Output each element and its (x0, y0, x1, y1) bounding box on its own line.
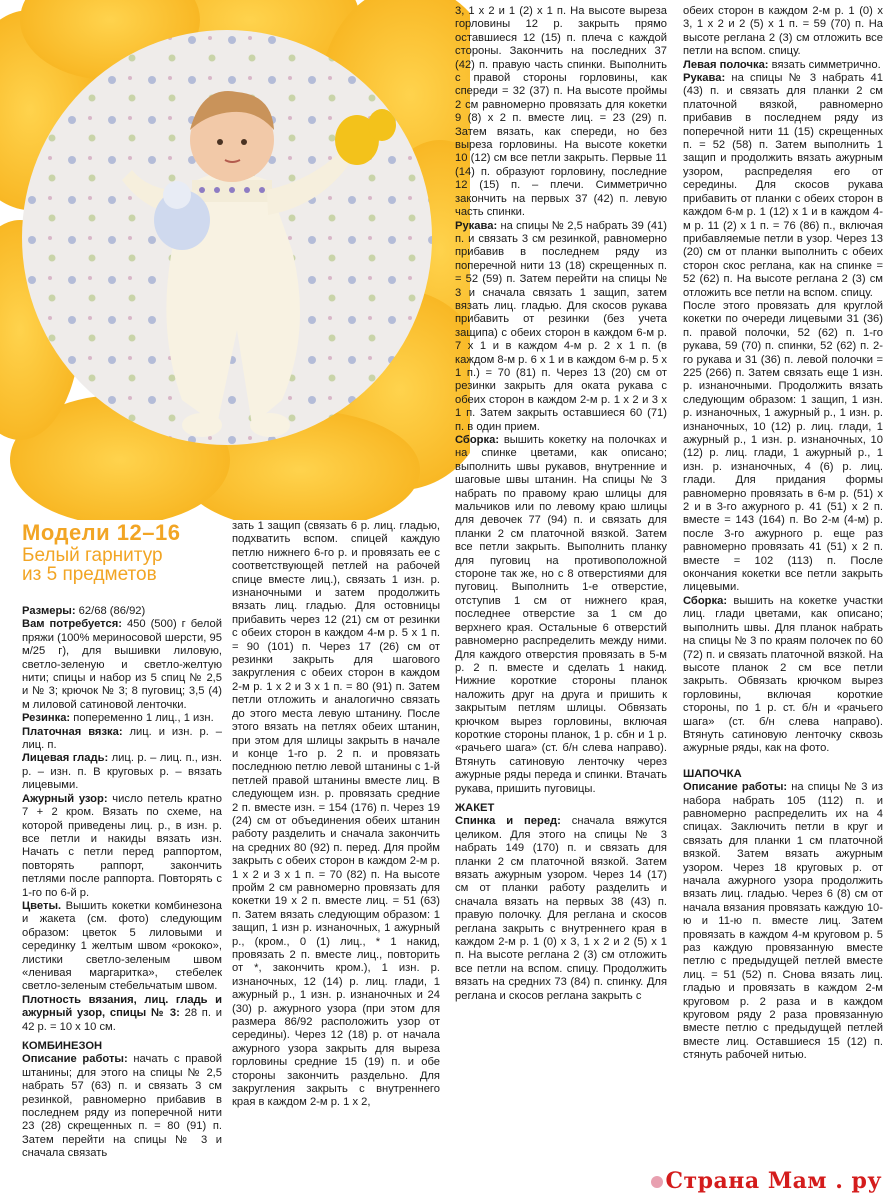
para-left-front: Левая полочка: вязать симметрично. (683, 58, 881, 71)
model-subtitle (22, 546, 163, 584)
para-jacket-sleeves: Рукава: на спицы № 3 набрать 41 (43) п. и связать для планки 2 см платочной вязкой, равномерно прибавив в последнем ряду из поперечной нити 11 (15) скрещенных п. = 52 (58) п. Затем выполнить 1 защип и продолжить вязать ажурным узором, распределяя его от середины. Для скосов рукава прибавить от планки с обеих сторон в каждом 6-м р. 1 (12) х 1 и в каждом 4-м р. 11 (2) х 1 п. = 76 (86) п., включая прибавляемые петли в узор. Через 13 (20) см от планки выполнить с обеих сторон скос реглана, как на спинке = 52 (62) п. На высоте реглана 2 (3) см отложить все петли на вспом. спицу. (683, 72, 883, 299)
para-col4-intro: обеих сторон в каждом 2-м р. 1 (0) х 3, 1 х 2 и 2 (5) х 1 п. = 59 (70) п. На высоте реглана 2 (3) см отложить все петли на вспом. спицу. (683, 5, 883, 58)
column-1 (22, 605, 222, 1200)
model-subtitle-line1: Белый гарнитур (22, 545, 163, 566)
para-flowers: Цветы. Вышить кокетки комбинезона и жакета (см. фото) следующим образом: цветок 5 лиловыми и серединку 1 желтым швом «рококо», листики светло-зеленым швом «ленивая маргаритка», стебелек светло-зеленым стебельчатым швом. (22, 899, 222, 993)
para-gauge: Плотность вязания, лиц. гладь и ажурный узор, спицы № 3: 28 п. и 42 р. = 10 х 10 см. (22, 993, 222, 1033)
model-title: Модели 12–16 (22, 520, 181, 545)
para-sleeves: Рукава: на спицы № 2,5 набрать 39 (41) п. и связать 3 см резинкой, равномерно прибавив в последнем ряду из поперечной нити 13 (18) скрещенных п. = 52 (59) п. Затем перейти на спицы № 3 и сначала связать 1 защип, затем вязать лиц. гладью. Для скосов рукава прибавить от резинки (без учета защипа) с обеих сторон в каждом 6-м р. 7 х 1 и в каждом 4-м р. 2 х 1 п. (в каждом 8-м р. 6 х 1 и в каждом 6-м р. 5 х 1 п.) = 70 (81) п. Через 13 (20) см от резинки закрыть для оката рукава с обеих сторон в каждом 2-м р. 1 х 2 и 3 х 1 п. Затем закрыть оставшиеся 60 (71) п. в один прием. (455, 219, 667, 433)
ball-icon (651, 1176, 663, 1188)
watermark: Страна Мам . ру (651, 1168, 882, 1194)
column-3 (455, 5, 667, 1200)
para-hat: Описание работы: на спицы № 3 из набора набрать 105 (112) п. и равномерно распределить их на 4 спицах. Заключить петли в круг и связать для планки 1 см платочной вязкой. Затем вязать ажурным узором. Через 18 круговых р. от начала ажурного узора продолжить вязать лиц. гладью. Через 6 (8) см от начала вязания провязать каждую 10-ю и 11-ю п. вместе лиц. Затем провязать в каждом 4-м круговом р. 5 раз каждую провязанную вместе петлю с предыдущей петлей вместе лиц. = 51 (52) п. Снова вязать лиц. гладью и провязать в каждом 2-м круговом р. 2 раза и в каждом круговом ряду 2 раза провязанную вместе петлю с предыдущей петлей вместе лиц. Оставшиеся 15 (12) п. стянуть рабочей нитью. (683, 781, 883, 1062)
para-materials: Вам потребуется: 450 (500) г белой пряжи (100% мериносовой шерсти, 95 м/25 г), для вышивки лиловую, светло-зеленую и светло-желтую нити; спицы и набор из 5 спиц № 2,5 и № 3; крючок № 3; 8 пуговиц; 3,5 (4) м лиловой сатиновой ленточки. (22, 618, 222, 711)
para-col3-top: 3, 1 х 2 и 1 (2) х 1 п. На высоте выреза горловины 12 р. закрыть прямо оставшиеся 12 (15) п. плеча с каждой стороны. Закончить на последних 37 (42) п. правую часть спинки. Выполнить с правой стороны горловины, как спереди = 32 (37) п. На высоте проймы 2 см равномерно провязать для кокетки 9 (8) х 2 п. вместе лиц. = 23 (29) п. Затем вязать, как спереди, но без выреза горловины. На высоте кокетки 10 (12) см все петли закрыть. Первые 11 (14) п. образуют горловину, последние 12 (15) п. – плечи. Симметрично закончить на первых 37 (42) п. левую часть спинки. (455, 5, 667, 219)
section-heading-jumpsuit: КОМБИНЕЗОН (22, 1040, 103, 1052)
section-heading-hat: ШАПОЧКА (683, 767, 742, 780)
baby-photo (22, 30, 432, 445)
baby-photo-illustration (22, 30, 432, 445)
model-subtitle-line2: из 5 предметов (22, 564, 157, 585)
para-jacket: Спинка и перед: сначала вяжутся целиком. Для этого на спицы № 3 набрать 149 (170) п. и связать для планки 2 см платочной вязкой. Затем вязать ажурным узором. Через 14 (17) см от планки работу разделить и сначала вязать на первых 38 (43) п. правую полочку. Для реглана и скосов реглана закрыть с внутреннего края в каждом 2-м р. 1 (0) х 3, 1 х 2 и 2 (5) х 1 п. На высоте реглана 2 (3) см отложить все петли на вспом. спицу. Продолжить вязать на средних 73 (84) п. спинку. Для реглана и скосов реглана закрыть с (455, 815, 667, 1002)
para-lace: Ажурный узор: число петель кратно 7 + 2 кром. Вязать по схеме, на которой приведены лиц. р., в изн. р. все петли и накиды вязать изн. Начать с петли перед раппортом, повторять раппорт, закончить петлями после раппорта. Повторять с 1-го по 6-й р. (22, 792, 222, 899)
para-jacket-assembly: Сборка: вышить на кокетке участки лиц. глади цветами, как описано; выполнить швы. Для планок набрать на спицы № 3 по краям полочек по 60 (72) п. и связать платочной вязкой. На высоте планок 2 см все петли закрыть. Обвязать крючком вырез горловины, включая короткие стороны, по 1 р. ст. б/н и «рачьего шага» (ст. б/н слева направо). Втянуть сатиновую ленточку сквозь ажурные ряды, как на фото. (683, 594, 883, 755)
para-rib: Резинка: попеременно 1 лиц., 1 изн. (22, 712, 214, 725)
para-sizes: Размеры: 62/68 (86/92) (22, 605, 146, 617)
para-stockinette: Лицевая гладь: лиц. р. – лиц. п., изн. р. – изн. п. В круговых р. – вязать лицевыми. (22, 752, 222, 792)
para-assembly: Сборка: вышить кокетку на полочках и на спинке цветами, как описано; выполнить швы рукавов, внутренние и шаговые швы штанин. На спицы № 3 набрать по правому краю шлицы для мальчиков или по левому краю шлицы для девочек 77 (94) п. и связать для планки 2 см платочной вязкой. Затем все петли закрыть. Выполнить планку для пуговиц на противоположной стороне так же, но с 8 отверстиями для пуговиц. Выполнить 1-е отверстие, отступив 1 см от нижнего края, последнее отверстие за 1 см до верхнего края. Остальные 6 отверстий равномерно распределить между ними. Для каждого отверстия провязать в 5-м р. 2 п. вместе и сделать 1 накид. Нижние короткие стороны планок наложить друг на друга и пришить к закрытым петлям шлицы. Обвязать крючком вырез горловины, включая короткие стороны планок, 1 р. сбн и 1 р. «рачьего шага» (ст. б/н слева направо). Втянуть сатиновую ленточку через ажурные ряды переда и спинки. Втачать рукава, пришить пуговицы. (455, 434, 667, 795)
para-garter: Платочная вязка: лиц. и изн. р. – лиц. п. (22, 725, 222, 752)
para-jumpsuit-desc: Описание работы: начать с правой штанины; для этого на спицы № 2,5 набрать 57 (63) п. и связать 3 см резинкой, равномерно прибавив в последнем ряду из поперечной нити 23 (28) скрещенных п. = 80 (91) п. Затем перейти на спицы № 3 и сначала связать (22, 1053, 222, 1160)
section-heading-jacket: ЖАКЕТ (455, 801, 495, 814)
column-2 (232, 520, 440, 1200)
para-yoke: После этого провязать для круглой кокетки по очереди лицевыми 31 (36) п. правой полочки, 52 (62) п. 1-го рукава, 59 (70) п. спинки, 52 (62) п. 2-го рукава и 31 (36) п. левой полочки = 225 (266) п. Затем связать еще 1 изн. р. изнаночными. Продолжить вязать следующим образом: 1 защип, 1 изн. р. изнаночных, 1 ажурный р., 1 изн. р. изнаночных, 10 (12) р. лиц. глади, 1 ажурный р., 1 изн. р. изнаночных, 10 (12) р. лиц. глади, 1 ажурный р., 1 изн. р. изнаночных, 4 (6) р. лиц. глади. Для придания формы равномерно провязать в 6-м р. (51) х 2 и в 3-го ажурного р. 41 (51) х 2 п. вместе = 143 (164) п. Во 2-м (4-м) р. после 3-го ажурного р. еще раз равномерно провязать 41 (51) х 2 п. вместе = 102 (113) п. После окончания кокетки все петли закрыть лицевыми. (683, 299, 883, 594)
column-4 (683, 5, 883, 1165)
para-col2: зать 1 защип (связать 6 р. лиц. гладью, подхватить вспом. спицей каждую петлю нижнего 6-го р. и провязать ее с соответствующей петлей на рабочей спице вместе лиц.), связать 1 изн. р. изнаночными и затем продолжить вязать лиц. гладью. Для остовницы прибавить через 12 (21) см от резинки с обеих сторон в каждом 4-м р. 5 х 1 п. = 90 (101) п. Через 17 (26) см от резинки закрыть для шагового закругления с обеих сторон в каждом 2-м р. 1 х 2 и 3 х 1 п. = 80 (91) п. Затем петли отложить и аналогично связать до этого места левую штанину. После этого вязать на петлях обеих штанин, при этом для шлицы закрыть в начале и конце 1-го р. 2 п. и провязать последнюю петлю левой штанины с 1-й петлей правой штанины вместе лиц. В следующем изн. р. провязать средние 2 п. вместе изн. = 154 (176) п. Через 19 (24) см от объединения обеих штанин работу разделить и сначала закончить на средних 80 (92) п. перед. Для пройм закрыть с обеих сторон в каждом 2-м р. 1 х 2 и 3 х 1 п. = 70 (82) п. На высоте пройм 2 см равномерно провязать для кокетки 19 х 2 п. вместе лиц. = 51 (63) п. Затем вязать следующим образом: 1 защип, 1 изн р. изнаночных, 1 ажурный р., (кром., 0 (1) лиц., * 1 накид, провязать 2 п. вместе лиц., повторить от *, закончить кром.), 1 изн. р. изнаночных, 12 (14) р. лиц. глади, 1 ажурный р., 1 изн. р. изнаночных и 24 (30) р. ажурного узора (при этом для размера 86/92 расположить узор от середины). Через 12 (18) р. от начала ажурного узора закрыть для выреза горловины средние 15 (19) п. и обе стороны закончить раздельно. Для закругления закрыть с внутреннего края в каждом 2-м р. 1 х 2, (232, 520, 440, 1109)
